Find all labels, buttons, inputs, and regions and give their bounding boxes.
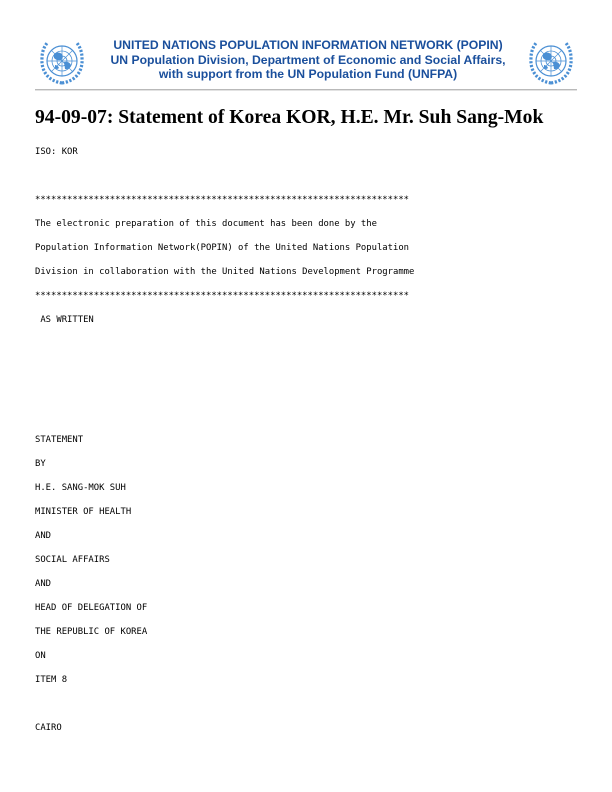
preparation-line-2: Population Information Network(POPIN) of the United Nations Population: [35, 243, 410, 253]
body-line: MINISTER OF HEALTH: [35, 507, 132, 517]
body-line: H.E. SANG-MOK SUH: [35, 483, 126, 493]
preparation-line-3: Division in collaboration with the United Nations Development Programme: [35, 267, 415, 277]
body-line: STATEMENT: [35, 435, 84, 445]
as-written-note: AS WRITTEN: [35, 315, 94, 325]
header-line-1: UNITED NATIONS POPULATION INFORMATION NETWORK (POPIN): [113, 38, 503, 52]
body-line: ON: [35, 651, 46, 661]
header-line-3: with support from the UN Population Fund (UNFPA): [158, 67, 458, 82]
separator-bottom: **********************************************************************: [35, 291, 410, 301]
body-line: CAIRO: [35, 723, 62, 733]
preparation-line-1: The electronic preparation of this document has been done by the: [35, 219, 377, 229]
body-line: THE REPUBLIC OF KOREA: [35, 627, 148, 637]
body-line: AND: [35, 531, 52, 541]
body-line: ITEM 8: [35, 675, 68, 685]
body-line: BY: [35, 459, 46, 469]
popin-header: [90, 38, 526, 82]
header-divider: [35, 89, 577, 91]
header-line-2: UN Population Division, Department of Economic and Social Affairs,: [110, 52, 506, 67]
un-emblem-icon: [37, 37, 87, 87]
iso-code: ISO: KOR: [35, 147, 78, 157]
body-line: HEAD OF DELEGATION OF: [35, 603, 148, 613]
separator-top: **********************************************************************: [35, 195, 410, 205]
body-line: AND: [35, 579, 52, 589]
un-emblem-icon: [526, 37, 576, 87]
body-line: SOCIAL AFFAIRS: [35, 555, 110, 565]
document-title: 94-09-07: Statement of Korea KOR, H.E. Mr. Suh Sang-Mok: [35, 107, 544, 128]
